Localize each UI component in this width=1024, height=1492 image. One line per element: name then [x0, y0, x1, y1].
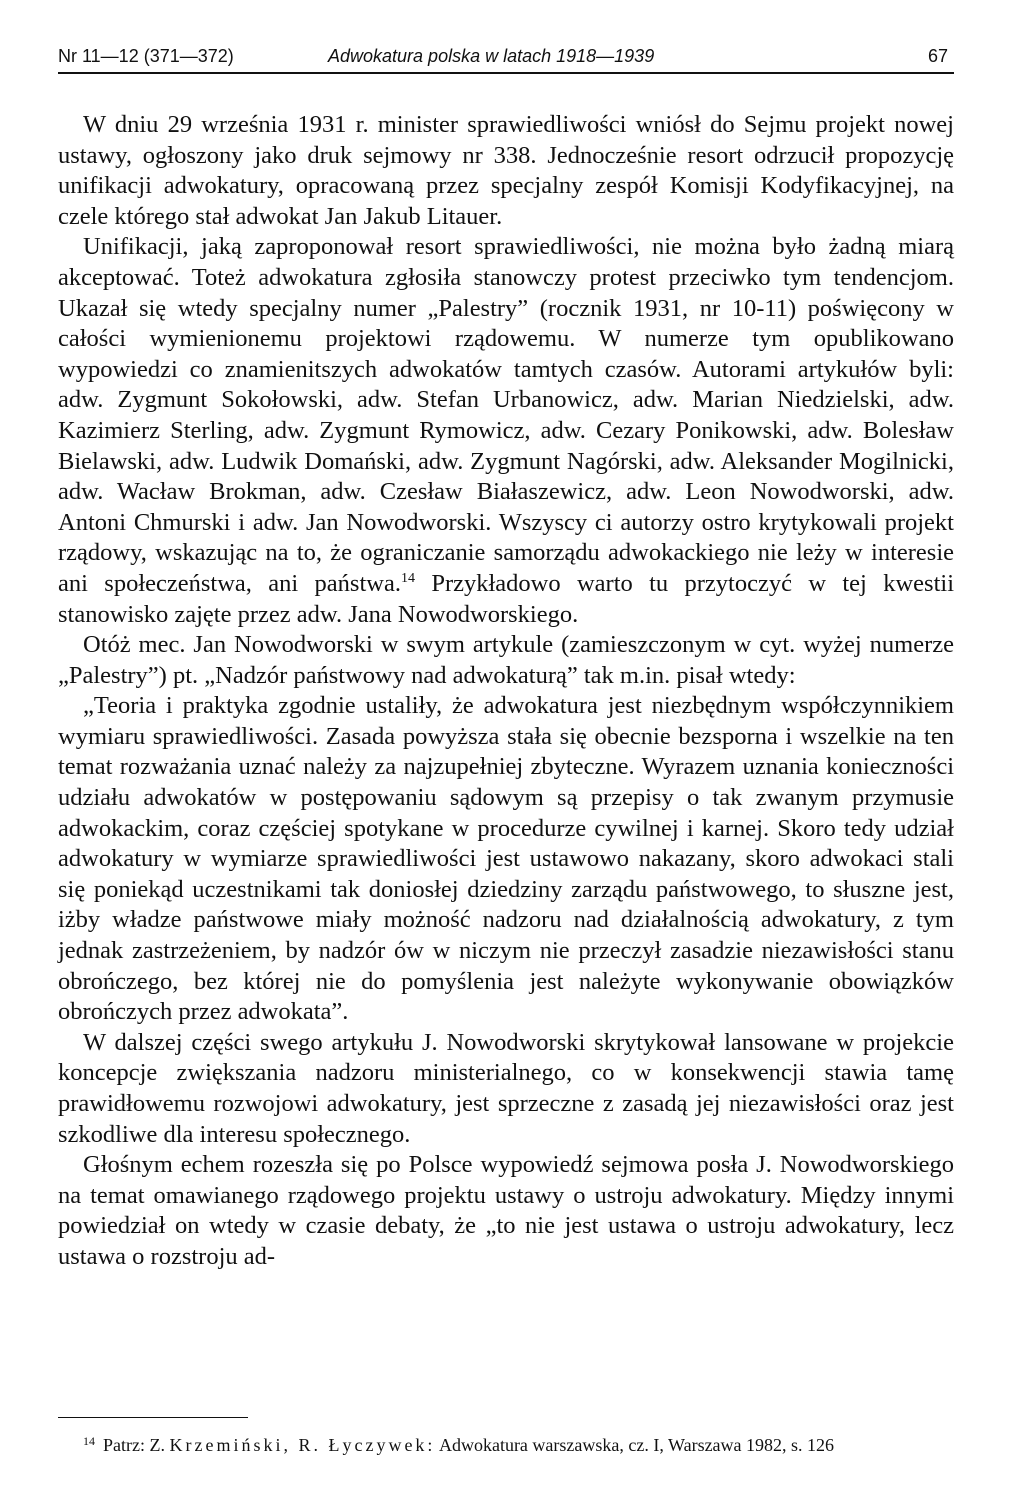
footnote-divider	[58, 1417, 248, 1418]
footnote	[58, 1428, 954, 1458]
journal-section-title: Adwokatura polska w latach 1918—1939	[328, 46, 655, 66]
footnote-prefix: Patrz: Z.	[103, 1435, 165, 1455]
paragraph-2	[58, 232, 954, 630]
paragraph-2-continuation: Przykładowo warto tu przytoczyć w tej kwestii stanowisko zajęte przez adw. Jana Nowodworskiego.	[58, 569, 954, 628]
page	[58, 40, 954, 1273]
footnote-authors: Krzemiński, R. Łyczywek:	[169, 1435, 436, 1455]
running-header	[58, 40, 954, 74]
paragraph-5: W dalszej części swego artykułu J. Nowodworski skrytykował lansowane w projekcie koncepcje zwiększania nadzoru ministerialnego, co w konsekwencji stawia tamę prawidłowemu rozwojowi adwokatury, jest sprzeczne z zasadą jej niezawisłości oraz jest szkodliwe dla interesu społecznego.	[58, 1028, 954, 1148]
quotation-paragraph: „Teoria i praktyka zgodnie ustaliły, że adwokatura jest niezbędnym współczynnikiem wymiaru sprawiedliwości. Zasada powyższa stała się obecnie bezsporna i wszelkie na ten temat rozważania uznać należy za najzupełniej zbyteczne. Wyrazem uznania konieczności udziału adwokatów w postępowaniu sądowym są przepisy o tak zwanym przymusie adwokackim, coraz częściej spotykane w procedurze cywilnej i karnej. Skoro tedy udział adwokatury w wymiarze sprawiedliwości jest ustawowo nakazany, skoro adwokaci stali się poniekąd uczestnikami tak doniosłej dziedziny zarządu państwowego, to słuszne jest, iżby władze państwowe miały możność nadzoru nad działalnością adwokatury, z tym jednak zastrzeżeniem, by nadzór ów w niczym nie przeczył zasadzie niezawisłości stanu obrończego, bez której nie do pomyślenia jest należyte wykonywanie obowiązków obrończych przez adwokata”.	[58, 692, 954, 1026]
issue-number: Nr 11—12 (371—372)	[58, 46, 234, 66]
article-body	[58, 110, 954, 1273]
footnote-citation: Adwokatura warszawska, cz. I, Warszawa 1982, s. 126	[438, 1435, 835, 1455]
paragraph-1: W dniu 29 września 1931 r. minister sprawiedliwości wniósł do Sejmu projekt nowej ustawy, ogłoszony jako druk sejmowy nr 338. Jednocześnie resort odrzucił propozycję unifikacji adwokatury, opracowaną przez specjalny zespół Komisji Kodyfikacyjnej, na czele którego stał adwokat Jan Jakub Litauer.	[58, 111, 954, 230]
paragraph-3: Otóż mec. Jan Nowodworski w swym artykule (zamieszczonym w cyt. wyżej numerze „Palestry”) pt. „Nadzór państwowy nad adwokaturą” tak m.in. pisał wtedy:	[58, 631, 954, 689]
page-number: 67	[927, 46, 948, 66]
paragraph-2-text: Unifikacji, jaką zaproponował resort sprawiedliwości, nie można było żadną miarą akceptować. Toteż adwokatura zgłosiła stanowczy protest przeciwko tym tendencjom. Ukazał się wtedy specjalny numer „Palestry” (rocznik 1931, nr 10-11) poświęcony w całości wymienionemu projektowi rządowemu. W numerze tym opublikowano wypowiedzi co znamienitszych adwokatów tamtych czasów. Autorami artykułów byli: adw. Zygmunt Sokołowski, adw. Stefan Urbanowicz, adw. Marian Niedzielski, adw. Kazimierz Sterling, adw. Zygmunt Rymowicz, adw. Cezary Ponikowski, adw. Bolesław Bielawski, adw. Ludwik Domański, adw. Zygmunt Nagórski, adw. Aleksander Mogilnicki, adw. Wacław Brokman, adw. Czesław Białaszewicz, adw. Leon Nowodworski, adw. Antoni Chmurski i adw. Jan Nowodworski. Wszyscy ci autorzy ostro krytykowali projekt rządowy, wskazując na to, że ograniczanie samorządu adwokackiego nie leży w interesie ani społeczeństwa, ani państwa.	[58, 233, 954, 597]
footnote-marker: 14	[83, 1434, 95, 1448]
paragraph-6: Głośnym echem rozeszła się po Polsce wypowiedź sejmowa posła J. Nowodworskiego na temat omawianego rządowego projektu ustawy o ustroju adwokatury. Między innymi powiedział on wtedy w czasie debaty, że „to nie jest ustawa o ustroju adwokatury, lecz ustawa o rozstroju ad-	[58, 1151, 954, 1270]
footnote-reference[interactable]: 14	[400, 570, 415, 586]
